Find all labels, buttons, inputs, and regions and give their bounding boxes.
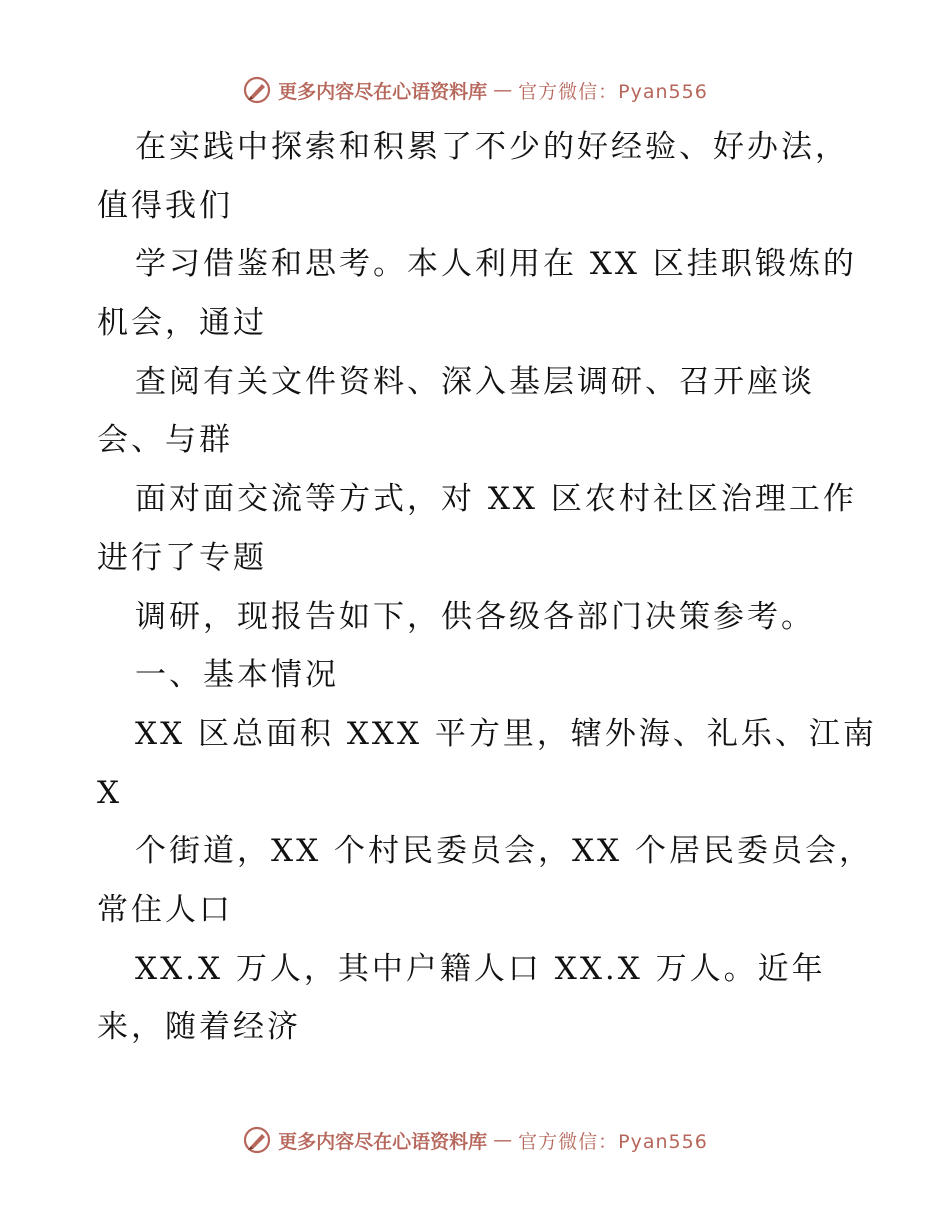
watermark-prefix: 更多内容尽在心语资料库	[278, 1130, 488, 1153]
watermark-separator: —	[493, 79, 513, 101]
text-line: X	[97, 774, 123, 811]
header-watermark	[0, 72, 950, 108]
document-body	[97, 118, 877, 1057]
text-line: 常住人口	[97, 891, 233, 928]
watermark-prefix: 更多内容尽在心语资料库	[278, 80, 488, 103]
section-heading: 一、基本情况	[135, 657, 339, 694]
footer-watermark	[0, 1122, 950, 1158]
text-line: 调研，现报告如下，供各级各部门决策参考。	[135, 598, 815, 635]
text-line: XX.X 万人，其中户籍人口 XX.X 万人。近年	[135, 950, 826, 987]
watermark-wechat: 官方微信：Pyan556	[518, 80, 708, 103]
text-line: 个街道，XX 个村民委员会，XX 个居民委员会，	[135, 833, 873, 870]
watermark-separator: —	[493, 1129, 513, 1151]
watermark-wechat: 官方微信：Pyan556	[518, 1130, 708, 1153]
text-line: 面对面交流等方式，对 XX 区农村社区治理工作	[135, 481, 857, 518]
text-line: 学习借鉴和思考。本人利用在 XX 区挂职锻炼的	[135, 246, 857, 283]
text-line: 会、与群	[97, 422, 233, 459]
text-line: 进行了专题	[97, 539, 267, 576]
text-line: 查阅有关文件资料、深入基层调研、召开座谈	[135, 363, 815, 400]
text-line: 机会，通过	[97, 305, 267, 342]
pen-quill-circle-icon	[242, 1125, 272, 1155]
text-line: 在实践中探索和积累了不少的好经验、好办法，	[135, 129, 849, 165]
pen-quill-circle-icon	[242, 75, 272, 105]
text-line: XX 区总面积 XXX 平方里，辖外海、礼乐、江南	[135, 715, 877, 752]
text-line: 来，随着经济	[97, 1009, 301, 1046]
text-line: 值得我们	[97, 187, 233, 224]
